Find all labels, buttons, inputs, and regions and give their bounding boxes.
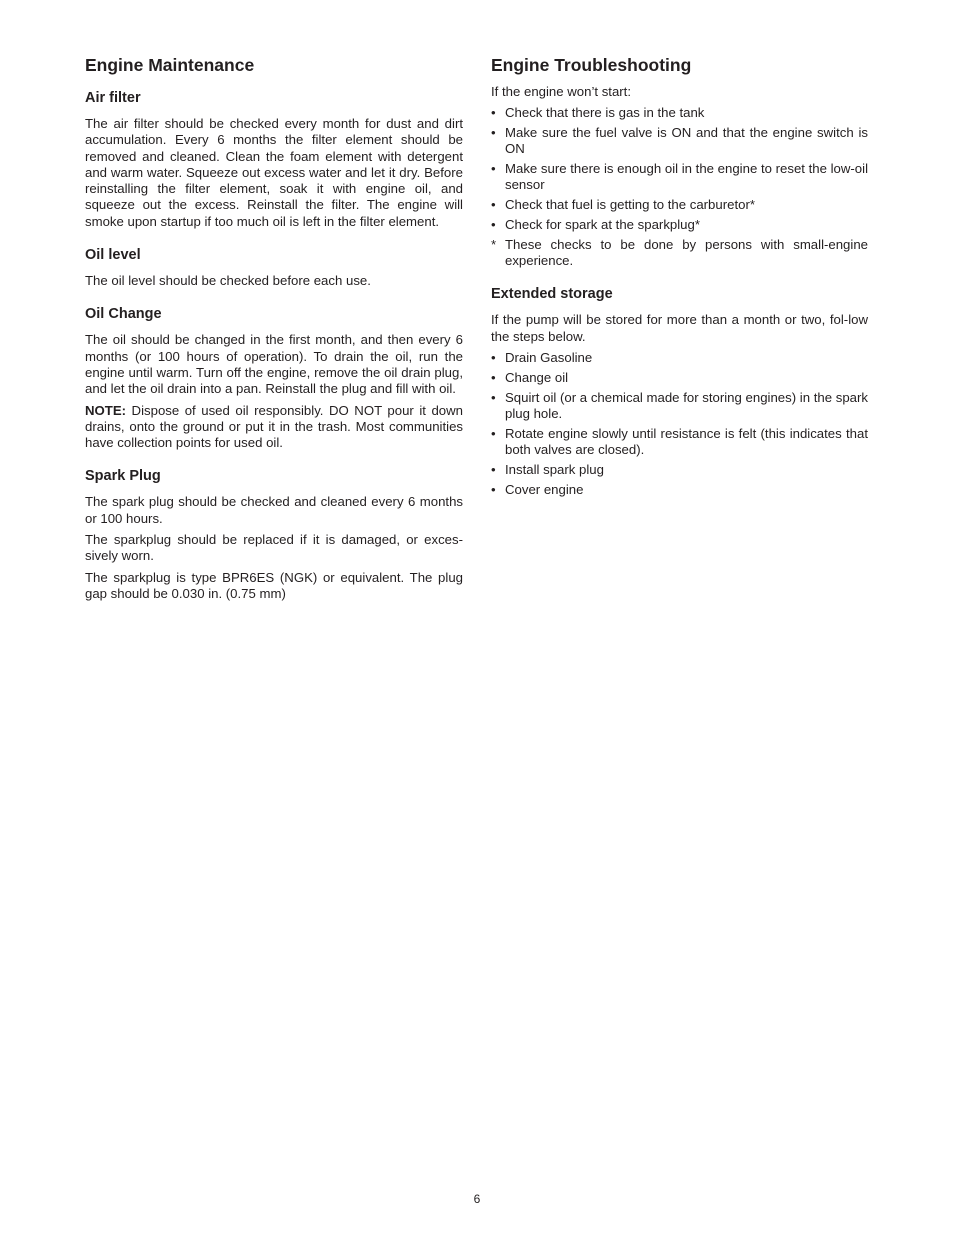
- engine-maintenance-title: Engine Maintenance: [85, 55, 255, 75]
- list-item: • Rotate engine slowly until resistance is felt (this indicates that both valves are closed).: [491, 425, 868, 457]
- engine-troubleshooting-title: Engine Troubleshooting: [491, 55, 692, 75]
- list-item: • Squirt oil (or a chemical made for storing engines) in the spark plug hole.: [491, 389, 868, 421]
- note-label: NOTE:: [85, 402, 127, 418]
- troubleshooting-intro: If the engine won’t start:: [491, 84, 632, 99]
- oil-change-text: The oil should be changed in the first month, and then every 6 months (or 100 hours of operation). To drain the oil, run the engine until warm. Turn off the engine, remove the oil drain plug, and let the oil drain into a pan. Reinstall the plug and fill with oil.: [85, 332, 463, 397]
- extended-storage-intro: If the pump will be stored for more than a month or two, fol-low the steps below.: [491, 312, 868, 344]
- troubleshooting-list: [491, 105, 868, 233]
- air-filter-text: The air filter should be checked every month for dust and dirt accumulation. Every 6 months the filter element should be removed and cleaned. Clean the foam element with detergent and warm water. Squeeze out excess water and let it dry. Before reinstalling the filter element, soak it with engine oil, and squeeze out the excess. Reinstall the filter. The engine will smoke upon startup if too much oil is left in the filter element.: [85, 116, 463, 229]
- oil-level-heading: Oil level: [85, 247, 141, 264]
- troubleshooting-footnote: * These checks to be done by persons with small-engine experience.: [491, 237, 868, 269]
- list-item: • Install spark plug: [491, 461, 604, 477]
- spark-plug-check-text: The spark plug should be checked and cleaned every 6 months or 100 hours.: [85, 494, 463, 526]
- spark-plug-replace-text: The sparkplug should be replaced if it is damaged, or exces-sively worn.: [85, 532, 463, 564]
- list-item: • Make sure the fuel valve is ON and that the engine switch is ON: [491, 125, 868, 157]
- engine-troubleshooting-column: [491, 54, 868, 502]
- note-text: Dispose of used oil responsibly. DO NOT pour it down drains, onto the ground or put it in the trash. Most communities have collection points for used oil.: [85, 402, 463, 451]
- storage-list: [491, 350, 868, 498]
- list-item: • Cover engine: [491, 481, 584, 497]
- page-number: 6: [473, 1192, 481, 1206]
- spark-plug-heading: Spark Plug: [85, 468, 161, 485]
- oil-change-note: [85, 403, 463, 452]
- oil-change-heading: Oil Change: [85, 306, 162, 323]
- oil-level-text: The oil level should be checked before each use.: [85, 273, 371, 289]
- air-filter-heading: Air filter: [85, 90, 141, 106]
- list-item: • Drain Gasoline: [491, 349, 593, 365]
- list-item: • Check that there is gas in the tank: [491, 105, 705, 121]
- list-item: • Make sure there is enough oil in the engine to reset the low-oil sensor: [491, 161, 868, 193]
- footnote-mark: *: [491, 237, 497, 253]
- spark-plug-type-text: The sparkplug is type BPR6ES (NGK) or equivalent. The plug gap should be 0.030 in. (0.75 mm): [85, 569, 463, 601]
- engine-maintenance-column: [85, 54, 463, 607]
- list-item: • Check that fuel is getting to the carburetor*: [491, 197, 755, 213]
- list-item: • Change oil: [491, 369, 569, 385]
- extended-storage-heading: Extended storage: [491, 286, 613, 303]
- list-item: • Check for spark at the sparkplug*: [491, 217, 700, 233]
